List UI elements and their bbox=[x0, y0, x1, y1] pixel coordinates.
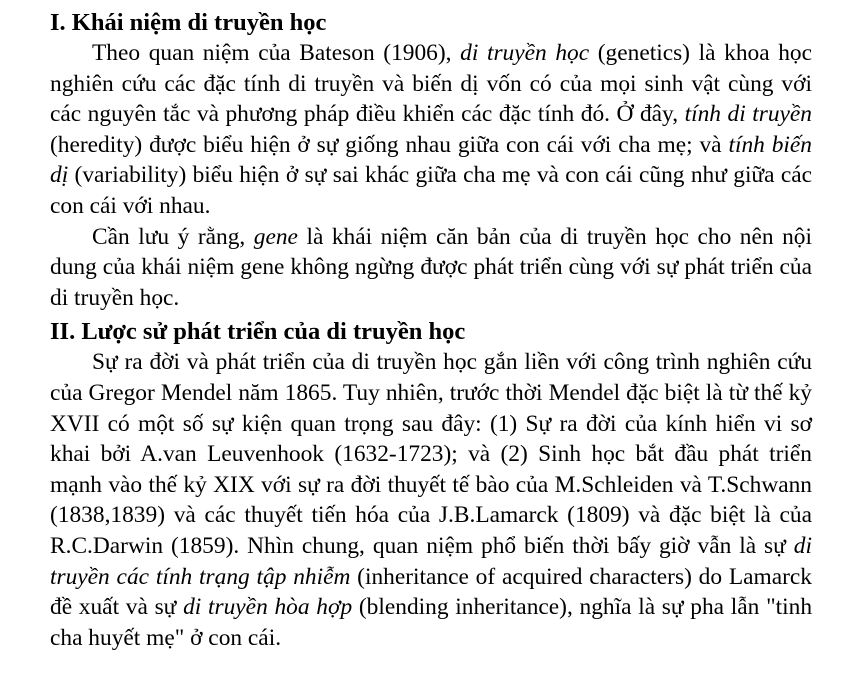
paragraph-1-text-3: (heredity) được biểu hiện ở sự giống nhau giữa con cái với cha mẹ; và bbox=[50, 131, 729, 158]
paragraph-2 bbox=[50, 222, 812, 314]
paragraph-3-text-2: (inheritance of acquired characters) do Lamarck đề xuất và sự bbox=[50, 563, 812, 621]
term-variability: tính biến dị bbox=[50, 131, 812, 189]
document-page bbox=[50, 0, 812, 653]
paragraph-1-text-1: Theo quan niệm của Bateson (1906), bbox=[92, 40, 461, 66]
term-blending-inheritance: di truyền hòa hợp bbox=[183, 594, 353, 621]
section-heading-1: I. Khái niệm di truyền học bbox=[50, 9, 327, 36]
term-acquired-characters: di truyền các tính trạng tập nhiễm bbox=[50, 532, 812, 590]
paragraph-3-text-1: Sự ra đời và phát triển của di truyền học gắn liền với công trình nghiên cứu của Gregor Mendel năm 1865. Tuy nhiên, trước thời Mendel đặc biệt là từ thế kỷ XVII có một số sự kiện quan trọng sau đây: (1) Sự ra đời của kính hiển vi sơ khai bởi A.van Leuvenhook (1632-1723); và (2) Sinh học bắt đầu phát triển mạnh vào thế kỷ XIX với sự ra đời thuyết tế bào của M.Schleiden và T.Schwann (1838,1839) và các thuyết tiến hóa của J.B.Lamarck (1809) và đặc biệt là của R.C.Darwin (1859). Nhìn chung, quan niệm phổ biến thời bấy giờ vẫn là sự bbox=[50, 349, 812, 559]
paragraph-1 bbox=[50, 38, 812, 222]
paragraph-1-text-4: (variability) biểu hiện ở sự sai khác giữa cha mẹ và con cái cũng như giữa các con cái với nhau. bbox=[50, 162, 812, 219]
paragraph-3 bbox=[50, 347, 812, 653]
term-gene: gene bbox=[253, 223, 298, 250]
section-heading-2: II. Lược sử phát triển của di truyền học bbox=[50, 318, 466, 346]
term-genetics: di truyền học bbox=[460, 40, 590, 66]
paragraph-1-text-2: (genetics) là khoa học nghiên cứu các đặc tính di truyền và biến dị vốn có của mọi sinh vật cùng với các nguyên tắc và phương pháp điều khiển các đặc tính đó. Ở đây, bbox=[50, 40, 812, 128]
paragraph-2-text-2: là khái niệm căn bản của di truyền học cho nên nội dung của khái niệm gene không ngừng được phát triển cùng với sự phát triển của di truyền học. bbox=[50, 223, 812, 311]
paragraph-3-text-3: (blending inheritance), nghĩa là sự pha lẫn "tinh cha huyết mẹ" ở con cái. bbox=[50, 594, 813, 651]
paragraph-2-text-1: Cần lưu ý rằng, bbox=[92, 223, 254, 250]
term-heredity: tính di truyền bbox=[684, 101, 812, 128]
